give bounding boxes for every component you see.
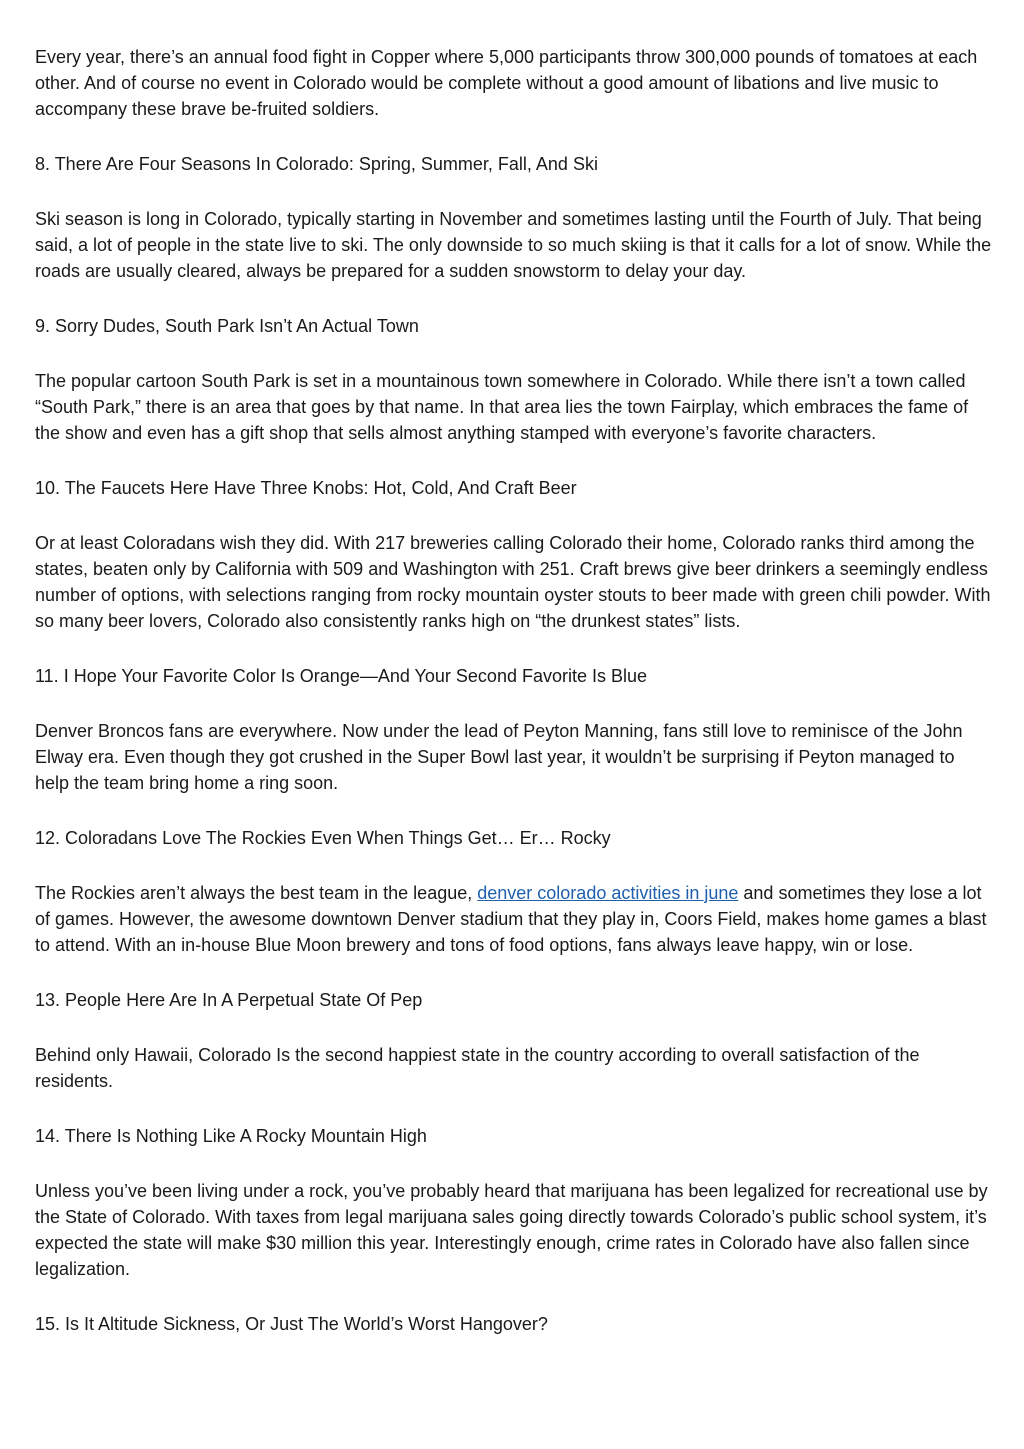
heading-mountain-high: 14. There Is Nothing Like A Rocky Mountain High (35, 1126, 427, 1146)
heading-pep: 13. People Here Are In A Perpetual State Of Pep (35, 990, 423, 1010)
document-body (35, 44, 993, 1366)
heading-rockies: 12. Coloradans Love The Rockies Even When Things Get… Er… Rocky (35, 828, 611, 848)
denver-activities-link[interactable]: denver colorado activities in june (477, 883, 739, 903)
heading-altitude: 15. Is It Altitude Sickness, Or Just The World’s Worst Hangover? (35, 1314, 548, 1334)
paragraph-marijuana: Unless you’ve been living under a rock, you’ve probably heard that marijuana has been legalized for recreational use by the State of Colorado. With taxes from legal marijuana sales going directly towards Colorado’s public school system, it’s expected the state will make $30 million this year. Interestingly enough, crime rates in Colorado have also fallen since legalization. (35, 1181, 988, 1279)
paragraph-tomato-fight: Every year, there’s an annual food fight in Copper where 5,000 participants throw 300,000 pounds of tomatoes at each other. And of course no event in Colorado would be complete without a good amount of libations and live music to accompany these brave be-fruited soldiers. (35, 47, 978, 119)
heading-orange-blue: 11. I Hope Your Favorite Color Is Orange—And Your Second Favorite Is Blue (35, 666, 648, 686)
heading-south-park: 9. Sorry Dudes, South Park Isn’t An Actual Town (35, 316, 419, 336)
heading-four-seasons: 8. There Are Four Seasons In Colorado: Spring, Summer, Fall, And Ski (35, 154, 598, 174)
heading-craft-beer: 10. The Faucets Here Have Three Knobs: Hot, Cold, And Craft Beer (35, 478, 577, 498)
paragraph-broncos: Denver Broncos fans are everywhere. Now under the lead of Peyton Manning, fans still love to reminisce of the John Elway era. Even though they got crushed in the Super Bowl last year, it wouldn’t be surprising if Peyton managed to help the team bring home a ring soon. (35, 721, 963, 793)
paragraph-ski-season: Ski season is long in Colorado, typically starting in November and sometimes lasting until the Fourth of July. That being said, a lot of people in the state live to ski. The only downside to so much skiing is that it calls for a lot of snow. While the roads are usually cleared, always be prepared for a sudden snowstorm to delay your day. (35, 209, 992, 281)
paragraph-rockies-after: and sometimes they lose a lot of games. However, the awesome downtown Denver stadium that they play in, Coors Field, makes home games a blast to attend. With an in-house Blue Moon brewery and tons of food options, fans always leave happy, win or lose. (35, 883, 987, 955)
paragraph-happiest-state: Behind only Hawaii, Colorado Is the second happiest state in the country according to overall satisfaction of the residents. (35, 1045, 920, 1091)
paragraph-rockies-before: The Rockies aren’t always the best team in the league, (35, 883, 478, 903)
paragraph-rockies (35, 880, 993, 958)
paragraph-craft-beer: Or at least Coloradans wish they did. With 217 breweries calling Colorado their home, Colorado ranks third among the states, beaten only by California with 509 and Washington with 251. Craft brews give beer drinkers a seemingly endless number of options, with selections ranging from rocky mountain oyster stouts to beer made with green chili powder. With so many beer lovers, Colorado also consistently ranks high on “the drunkest states” lists. (35, 533, 991, 631)
paragraph-south-park: The popular cartoon South Park is set in a mountainous town somewhere in Colorado. While there isn’t a town called “South Park,” there is an area that goes by that name. In that area lies the town Fairplay, which embraces the fame of the show and even has a gift shop that sells almost anything stamped with everyone’s favorite characters. (35, 371, 969, 443)
